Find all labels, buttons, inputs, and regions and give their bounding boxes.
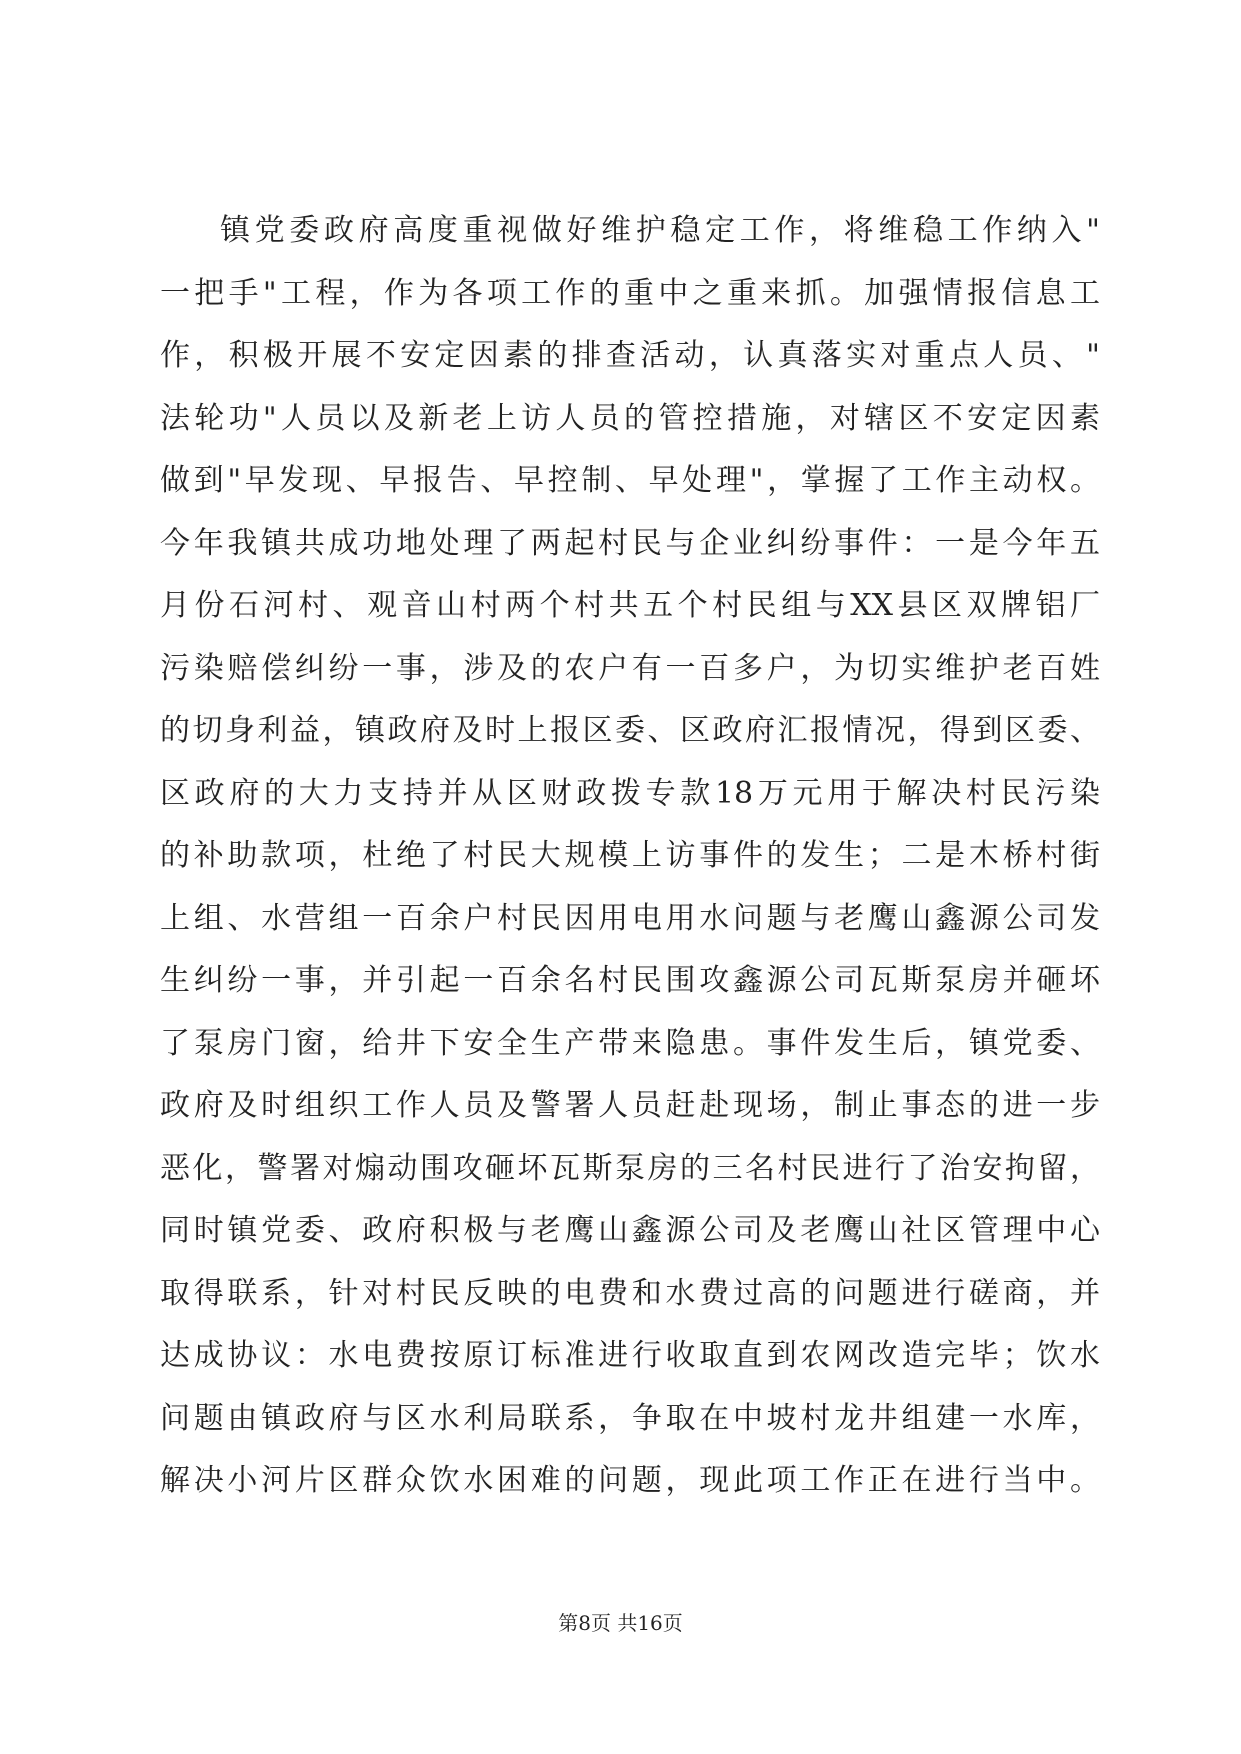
paragraph-line: 作，积极开展不安定因素的排查活动，认真落实对重点人员、" (160, 338, 1100, 373)
paragraph-line: 的切身利益，镇政府及时上报区委、区政府汇报情况，得到区委、 (160, 713, 1100, 748)
paragraph-line: 月份石河村、观音山村两个村共五个村民组与XX县区双牌铝厂 (160, 588, 1100, 623)
paragraph-line: 政府及时组织工作人员及警署人员赶赴现场，制止事态的进一步 (160, 1088, 1100, 1123)
paragraph-line: 了泵房门窗，给井下安全生产带来隐患。事件发生后，镇党委、 (160, 1025, 1100, 1061)
paragraph-line: 上组、水营组一百余户村民因用电用水问题与老鹰山鑫源公司发 (160, 900, 1100, 936)
body-paragraph (160, 200, 1100, 1513)
paragraph-line: 一把手"工程，作为各项工作的重中之重来抓。加强情报信息工 (160, 275, 1100, 311)
paragraph-line: 的补助款项，杜绝了村民大规模上访事件的发生；二是木桥村街 (160, 838, 1100, 873)
paragraph-line: 镇党委政府高度重视做好维护稳定工作，将维稳工作纳入" (220, 213, 1100, 248)
paragraph-line: 同时镇党委、政府积极与老鹰山鑫源公司及老鹰山社区管理中心 (160, 1213, 1100, 1248)
paragraph-line: 取得联系，针对村民反映的电费和水费过高的问题进行磋商，并 (160, 1275, 1100, 1311)
paragraph-line: 问题由镇政府与区水利局联系，争取在中坡村龙井组建一水库， (160, 1400, 1100, 1436)
paragraph-line: 做到"早发现、早报告、早控制、早处理"，掌握了工作主动权。 (160, 463, 1100, 498)
paragraph-line: 法轮功"人员以及新老上访人员的管控措施，对辖区不安定因素 (160, 400, 1100, 436)
paragraph-line: 今年我镇共成功地处理了两起村民与企业纠纷事件：一是今年五 (160, 525, 1100, 561)
paragraph-line: 恶化，警署对煽动围攻砸坏瓦斯泵房的三名村民进行了治安拘留， (160, 1150, 1100, 1186)
paragraph-line: 区政府的大力支持并从区财政拨专款18万元用于解决村民污染 (160, 775, 1100, 811)
paragraph-line: 污染赔偿纠纷一事，涉及的农户有一百多户，为切实维护老百姓 (160, 650, 1100, 686)
paragraph-line: 生纠纷一事，并引起一百余名村民围攻鑫源公司瓦斯泵房并砸坏 (160, 963, 1100, 998)
paragraph-line: 达成协议：水电费按原订标准进行收取直到农网改造完毕；饮水 (160, 1338, 1100, 1373)
paragraph-line: 解决小河片区群众饮水困难的问题，现此项工作正在进行当中。 (160, 1463, 1100, 1498)
page-footer: 第8页 共16页 (558, 1611, 683, 1635)
